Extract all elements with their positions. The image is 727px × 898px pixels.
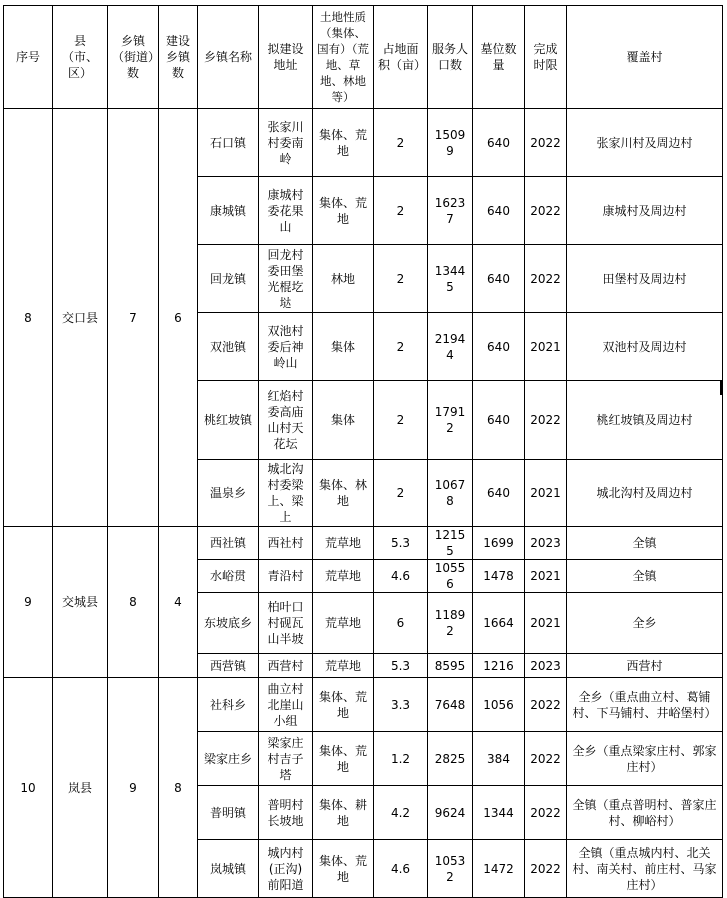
area-mu: 5.3 <box>374 654 428 678</box>
deadline: 2021 <box>525 593 567 654</box>
land-type: 荒草地 <box>313 593 374 654</box>
area-mu: 2 <box>374 109 428 177</box>
deadline: 2022 <box>525 840 567 898</box>
proposed-address: 柏叶口村砚瓦山半坡 <box>259 593 313 654</box>
covered-villages: 田堡村及周边村 <box>567 245 723 313</box>
town-name: 东坡底乡 <box>198 593 259 654</box>
land-type: 集体、荒地 <box>313 678 374 732</box>
header-land-type: 土地性质（集体、国有）（荒地、草地、林地等） <box>313 6 374 109</box>
covered-villages: 全镇 <box>567 560 723 593</box>
area-mu: 4.6 <box>374 560 428 593</box>
town-name: 桃红坡镇 <box>198 381 259 460</box>
build-count: 4 <box>159 527 198 678</box>
service-population: 9624 <box>428 786 473 840</box>
covered-villages: 全乡 <box>567 593 723 654</box>
cemetery-plan-table <box>3 5 723 898</box>
table-header <box>4 6 723 109</box>
service-population: 7648 <box>428 678 473 732</box>
proposed-address: 张家川村委南岭 <box>259 109 313 177</box>
proposed-address: 普明村长坡地 <box>259 786 313 840</box>
land-type: 集体 <box>313 313 374 381</box>
serial-number: 9 <box>4 527 53 678</box>
covered-villages: 全镇（重点城内村、北关村、南关村、前庄村、马家庄村） <box>567 840 723 898</box>
area-mu: 2 <box>374 245 428 313</box>
table-row <box>4 527 723 560</box>
tomb-count: 1478 <box>473 560 525 593</box>
town-name: 康城镇 <box>198 177 259 245</box>
tomb-count: 1056 <box>473 678 525 732</box>
town-name: 西营镇 <box>198 654 259 678</box>
land-type: 集体 <box>313 381 374 460</box>
tomb-count: 1664 <box>473 593 525 654</box>
header-serial: 序号 <box>4 6 53 109</box>
deadline: 2021 <box>525 560 567 593</box>
service-population: 13445 <box>428 245 473 313</box>
tomb-count: 1699 <box>473 527 525 560</box>
covered-villages: 桃红坡镇及周边村 <box>567 381 723 460</box>
covered-villages: 西营村 <box>567 654 723 678</box>
service-population: 8595 <box>428 654 473 678</box>
serial-number: 10 <box>4 678 53 898</box>
covered-villages: 双池村及周边村 <box>567 313 723 381</box>
township-count: 9 <box>108 678 159 898</box>
area-mu: 2 <box>374 177 428 245</box>
land-type: 集体、荒地 <box>313 177 374 245</box>
tomb-count: 640 <box>473 460 525 527</box>
tomb-count: 384 <box>473 732 525 786</box>
town-name: 西社镇 <box>198 527 259 560</box>
build-count: 8 <box>159 678 198 898</box>
deadline: 2023 <box>525 527 567 560</box>
town-name: 普明镇 <box>198 786 259 840</box>
proposed-address: 城内村(正沟)前阳道 <box>259 840 313 898</box>
table-body <box>4 109 723 898</box>
build-count: 6 <box>159 109 198 527</box>
county-name: 岚县 <box>53 678 108 898</box>
town-name: 岚城镇 <box>198 840 259 898</box>
area-mu: 3.3 <box>374 678 428 732</box>
deadline: 2022 <box>525 245 567 313</box>
deadline: 2022 <box>525 381 567 460</box>
area-mu: 5.3 <box>374 527 428 560</box>
covered-villages: 全镇（重点普明村、普家庄村、柳峪村） <box>567 786 723 840</box>
area-mu: 2 <box>374 313 428 381</box>
service-population: 11892 <box>428 593 473 654</box>
area-mu: 1.2 <box>374 732 428 786</box>
proposed-address: 康城村委花果山 <box>259 177 313 245</box>
covered-villages: 城北沟村及周边村 <box>567 460 723 527</box>
proposed-address: 西营村 <box>259 654 313 678</box>
area-mu: 2 <box>374 381 428 460</box>
town-name: 温泉乡 <box>198 460 259 527</box>
town-name: 梁家庄乡 <box>198 732 259 786</box>
serial-number: 8 <box>4 109 53 527</box>
deadline: 2021 <box>525 313 567 381</box>
land-type: 林地 <box>313 245 374 313</box>
area-mu: 2 <box>374 460 428 527</box>
header-tomb-count: 墓位数量 <box>473 6 525 109</box>
tomb-count: 640 <box>473 381 525 460</box>
header-deadline: 完成时限 <box>525 6 567 109</box>
land-type: 集体、耕地 <box>313 786 374 840</box>
tomb-count: 640 <box>473 109 525 177</box>
proposed-address: 曲立村北崖山小组 <box>259 678 313 732</box>
proposed-address: 梁家庄村吉子塔 <box>259 732 313 786</box>
header-population: 服务人口数 <box>428 6 473 109</box>
header-area: 占地面积（亩） <box>374 6 428 109</box>
header-villages: 覆盖村 <box>567 6 723 109</box>
area-mu: 6 <box>374 593 428 654</box>
service-population: 17912 <box>428 381 473 460</box>
deadline: 2023 <box>525 654 567 678</box>
land-type: 集体、林地 <box>313 460 374 527</box>
header-row <box>4 6 723 109</box>
covered-villages: 张家川村及周边村 <box>567 109 723 177</box>
land-type: 荒草地 <box>313 560 374 593</box>
land-type: 集体、荒地 <box>313 109 374 177</box>
covered-villages: 康城村及周边村 <box>567 177 723 245</box>
tomb-count: 640 <box>473 177 525 245</box>
service-population: 10556 <box>428 560 473 593</box>
covered-villages: 全乡（重点曲立村、葛铺村、下马铺村、井峪堡村） <box>567 678 723 732</box>
proposed-address: 双池村委后神岭山 <box>259 313 313 381</box>
header-build-count: 建设乡镇数 <box>159 6 198 109</box>
deadline: 2022 <box>525 177 567 245</box>
header-town-name: 乡镇名称 <box>198 6 259 109</box>
township-count: 8 <box>108 527 159 678</box>
county-name: 交城县 <box>53 527 108 678</box>
covered-villages: 全乡（重点梁家庄村、郭家庄村） <box>567 732 723 786</box>
service-population: 10678 <box>428 460 473 527</box>
deadline: 2022 <box>525 732 567 786</box>
table-row <box>4 678 723 732</box>
area-mu: 4.2 <box>374 786 428 840</box>
deadline: 2022 <box>525 786 567 840</box>
service-population: 12155 <box>428 527 473 560</box>
land-type: 集体、荒地 <box>313 732 374 786</box>
town-name: 回龙镇 <box>198 245 259 313</box>
service-population: 15099 <box>428 109 473 177</box>
proposed-address: 青沿村 <box>259 560 313 593</box>
service-population: 2825 <box>428 732 473 786</box>
area-mu: 4.6 <box>374 840 428 898</box>
town-name: 石口镇 <box>198 109 259 177</box>
land-type: 荒草地 <box>313 527 374 560</box>
header-county: 县（市、区） <box>53 6 108 109</box>
county-name: 交口县 <box>53 109 108 527</box>
tomb-count: 1344 <box>473 786 525 840</box>
land-type: 集体、荒地 <box>313 840 374 898</box>
tomb-count: 640 <box>473 313 525 381</box>
township-count: 7 <box>108 109 159 527</box>
proposed-address: 回龙村委田堡光棍圪垯 <box>259 245 313 313</box>
service-population: 21944 <box>428 313 473 381</box>
proposed-address: 城北沟村委梁上、梁上 <box>259 460 313 527</box>
covered-villages: 全镇 <box>567 527 723 560</box>
proposed-address: 西社村 <box>259 527 313 560</box>
header-township-count: 乡镇（街道）数 <box>108 6 159 109</box>
header-address: 拟建设地址 <box>259 6 313 109</box>
tomb-count: 1216 <box>473 654 525 678</box>
deadline: 2022 <box>525 678 567 732</box>
deadline: 2021 <box>525 460 567 527</box>
service-population: 10532 <box>428 840 473 898</box>
town-name: 双池镇 <box>198 313 259 381</box>
tomb-count: 640 <box>473 245 525 313</box>
land-type: 荒草地 <box>313 654 374 678</box>
tomb-count: 1472 <box>473 840 525 898</box>
town-name: 社科乡 <box>198 678 259 732</box>
service-population: 16237 <box>428 177 473 245</box>
town-name: 水峪贯 <box>198 560 259 593</box>
proposed-address: 红焰村委高庙山村天花坛 <box>259 381 313 460</box>
edge-mark <box>720 380 723 395</box>
table-row <box>4 109 723 177</box>
deadline: 2022 <box>525 109 567 177</box>
